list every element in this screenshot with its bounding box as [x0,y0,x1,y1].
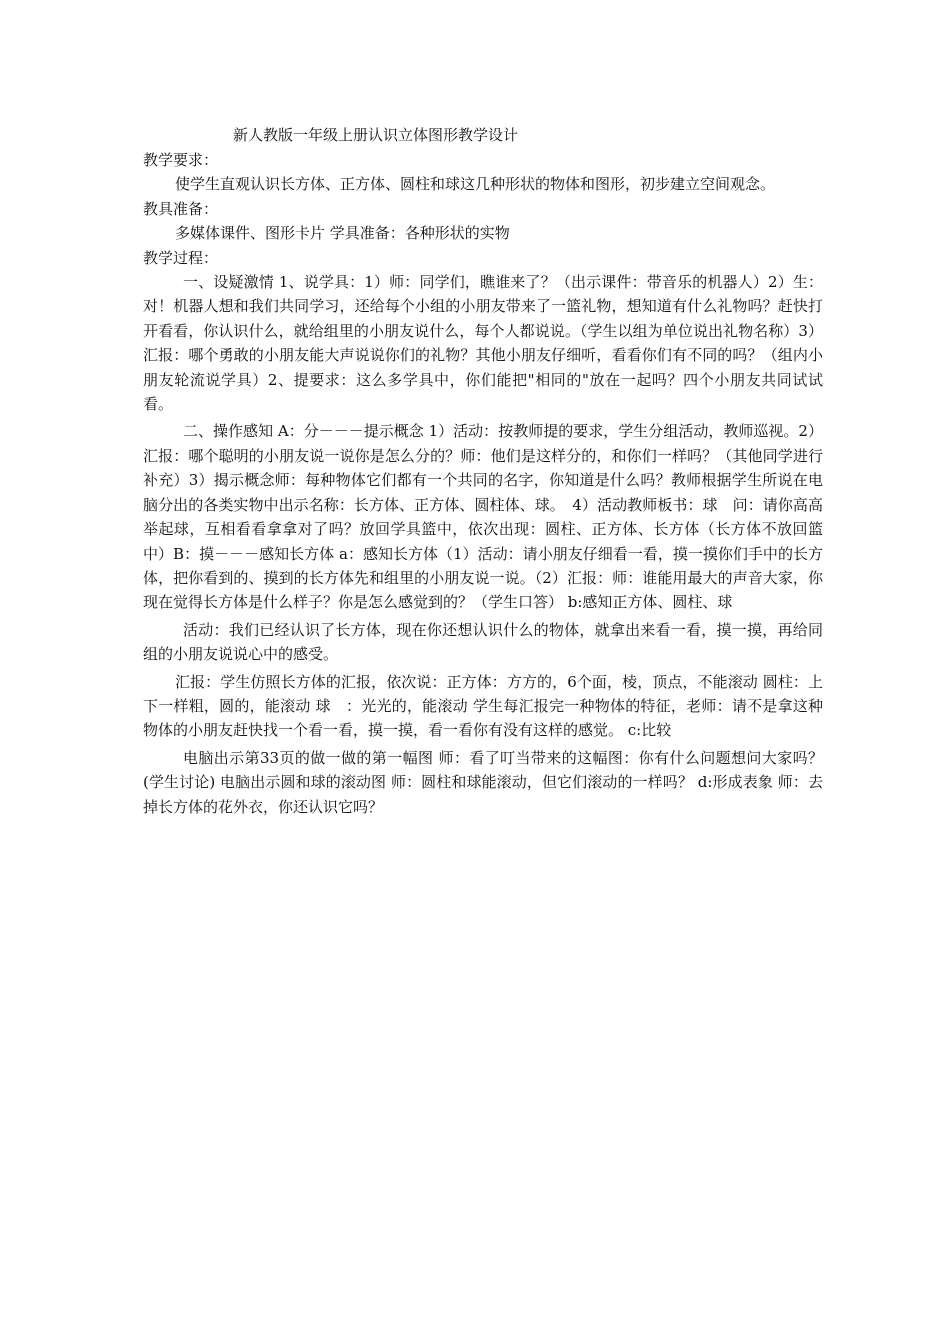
process-paragraph-5: 电脑出示第33页的做一做的第一幅图 师：看了叮当带来的这幅图：你有什么问题想问大家吗？(学生讨论) 电脑出示圆和球的滚动图 师：圆柱和球能滚动，但它们滚动的一样吗？ d:形成表象 师：去掉长方体的花外衣，你还认识它吗？ [143,748,823,816]
section-heading-requirements: 教学要求： [143,151,219,169]
process-paragraph-1: 一、设疑激情 1、说学具：1）师：同学们，瞧谁来了？（出示课件：带音乐的机器人）2）生：对！机器人想和我们共同学习，还给每个小组的小朋友带来了一篮礼物，想知道有什么礼物吗？赶快打开看看，你认识什么，就给组里的小朋友说什么，每个人都说说。（学生以组为单位说出礼物名称）3）汇报：哪个勇敢的小朋友能大声说说你们的礼物？其他小朋友仔细听，看看你们有不同的吗？（组内小朋友轮流说学具）2、提要求：这么多学具中，你们能把"相同的"放在一起吗？四个小朋友共同试试看。 [143,273,823,414]
section-heading-process: 教学过程： [143,248,219,267]
document-body [143,122,823,819]
process-paragraph-3: 活动：我们已经认识了长方体，现在你还想认识什么的物体，就拿出来看一看，摸一摸，再给同组的小朋友说说心中的感受。 [143,620,823,664]
process-paragraph-2: 二、操作感知 A：分－－－提示概念 1）活动：按教师提的要求，学生分组活动，教师巡视。2）汇报：哪个聪明的小朋友说一说你是怎么分的？师：他们是这样分的，和你们一样吗？（其他同学进行补充）3）揭示概念师：每种物体它们都有一个共同的名字，你知道是什么吗？教师根据学生所说在电脑分出的各类实物中出示名称：长方体、正方体、圆柱体、球。 4）活动教师板书：球 问：请你高高举起球，互相看看拿拿对了吗？放回学具篮中，依次出现：圆柱、正方体、长方体（长方体不放回篮中）B：摸－－－感知长方体 a：感知长方体（1）活动：请小朋友仔细看一看，摸一摸你们手中的长方体，把你看到的、摸到的长方体先和组里的小朋友说一说。（2）汇报：师：谁能用最大的声音大家，你现在觉得长方体是什么样子？你是怎么感觉到的？（学生口答） b:感知正方体、圆柱、球 [143,422,823,612]
materials-paragraph: 多媒体课件、图形卡片 学具准备：各种形状的实物 [175,224,510,243]
process-paragraph-4: 汇报：学生仿照长方体的汇报，依次说：正方体：方方的，6个面，棱，顶点，不能滚动 圆柱：上下一样粗，圆的，能滚动 球 ：光光的，能滚动 学生每汇报完一种物体的特征，老师：请不是拿这种物体的小朋友赶快找一个看一看，摸一摸，看一看你有没有这样的感觉。 c:比较 [143,672,823,740]
requirements-paragraph: 使学生直观认识长方体、正方体、圆柱和球这几种形状的物体和图形，初步建立空间观念。 [175,175,776,194]
document-title: 新人教版一年级上册认识立体图形教学设计 [233,126,519,144]
section-heading-materials: 教具准备： [143,199,219,218]
